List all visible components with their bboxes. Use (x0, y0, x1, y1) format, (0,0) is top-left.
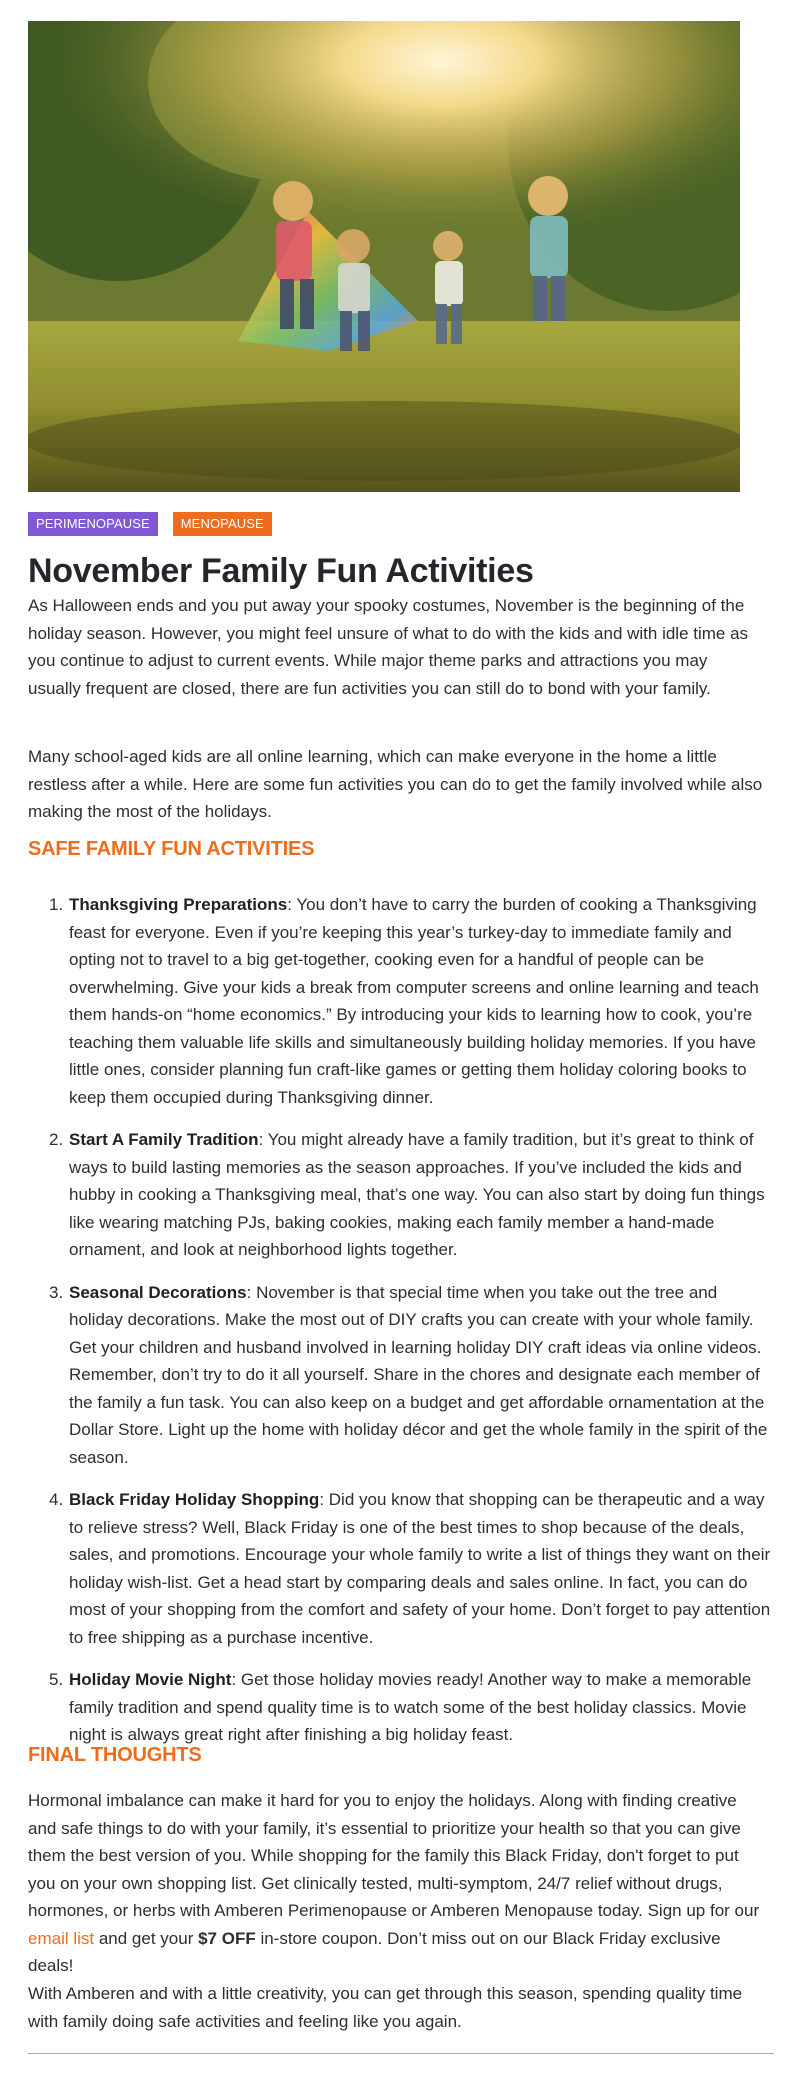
family-kite-photo-icon (28, 21, 740, 492)
activity-title: Holiday Movie Night (69, 1670, 232, 1689)
activity-title: Seasonal Decorations (69, 1282, 247, 1302)
list-item (28, 1279, 773, 1472)
tag-menopause[interactable]: MENOPAUSE (173, 512, 272, 536)
activity-text: : Get those holiday movies ready! Another way to make a memorable family tradition and spend quality time is to watch some of the best holiday classics. Movie night is always great right after finishing a big holiday feast. (69, 1670, 752, 1744)
final-thoughts-paragraph (28, 1787, 763, 1980)
hero-image (28, 21, 740, 492)
list-item (28, 891, 773, 1111)
activity-title: Thanksgiving Preparations (69, 895, 288, 914)
list-number: 5. (49, 1670, 64, 1689)
email-list-link[interactable]: email list (28, 1928, 95, 1948)
category-tags (28, 512, 272, 536)
activity-text: : Did you know that shopping can be therapeutic and a way to relieve stress? Well, Black Friday is one of the best times to shop because of the deals, sales, and promotions. Encourage your whole family to write a list of things they want on their holiday wish-list. Get a head start by comparing deals and sales online. In fact, you can do most of your shopping from the comfort and safety of your home. Don’t forget to pay attention to free shipping as a purchase incentive. (69, 1490, 771, 1647)
activities-list (28, 891, 773, 1764)
list-item (28, 1126, 773, 1264)
section-heading-final-thoughts: FINAL THOUGHTS (28, 1744, 202, 1766)
final-text-part: in-store coupon. Don’t miss out on our Black Friday exclusive deals! (28, 1928, 721, 1975)
section-heading-activities: SAFE FAMILY FUN ACTIVITIES (28, 838, 315, 860)
list-number: 2. (49, 1130, 64, 1149)
activity-text: : November is that special time when you take out the tree and holiday decorations. Make the most out of DIY crafts you can create with your whole family. Get your children and husband involved in learning holiday DIY craft ideas via online videos. Remember, don’t try to do it all yourself. Share in the chores and designate each member of the family a fun task. You can also keep on a budget and get affordable ornamentation at the Dollar Store. Light up the home with holiday décor and get the whole family in the spirit of the season. (69, 1282, 768, 1467)
page-title: November Family Fun Activities (28, 552, 534, 590)
final-text-part: and get your (94, 1928, 199, 1948)
coupon-amount: $7 OFF (198, 1928, 256, 1948)
final-text-part: Hormonal imbalance can make it hard for you to enjoy the holidays. Along with finding creative and safe things to do with your family, it’s essential to prioritize your health so that you can give them the best version of you. While shopping for the family this Black Friday, don't forget to put you on your own shopping list. Get clinically tested, multi-symptom, 24/7 relief without drugs, hormones, or herbs with Amberen Perimenopause or Amberen Menopause today. Sign up for our (28, 1791, 760, 1920)
activity-text: : You don’t have to carry the burden of cooking a Thanksgiving feast for everyone. Even if you’re keeping this year’s turkey-day to immediate family and opting not to travel to a big get-together, cooking even for a handful of people can be overwhelming. Give your kids a break from computer screens and online learning and teach them hands-on “home economics.” By introducing your kids to learning how to cook, you’re teaching them valuable life skills and simultaneously building holiday memories. If you have little ones, consider planning fun craft-like games or getting them holiday coloring books to keep them occupied during Thanksgiving dinner. (69, 895, 759, 1107)
activity-title: Start A Family Tradition (69, 1130, 259, 1149)
list-item (28, 1666, 773, 1749)
list-item (28, 1486, 773, 1651)
activity-title: Black Friday Holiday Shopping (69, 1490, 320, 1509)
tag-perimenopause[interactable]: PERIMENOPAUSE (28, 512, 158, 536)
list-number: 1. (49, 895, 64, 914)
activity-text: : You might already have a family tradition, but it’s great to think of ways to build lasting memories as the season approaches. If you’ve included the kids and hubby in cooking a Thanksgiving meal, that’s one way. You can also start by doing fun things like wearing matching PJs, baking cookies, making each family member a hand-made ornament, and look at neighborhood lights together. (69, 1130, 765, 1259)
intro-paragraph-1: As Halloween ends and you put away your spooky costumes, November is the beginning of the holiday season. However, you might feel unsure of what to do with the kids and with idle time as you continue to adjust to current events. While major theme parks and attractions you may usually frequent are closed, there are fun activities you can still do to bond with your family. (28, 596, 749, 698)
intro-paragraph-2: Many school-aged kids are all online learning, which can make everyone in the home a little restless after a while. Here are some fun activities you can do to get the family involved while also making the most of the holidays. (28, 747, 763, 821)
list-number: 3. (49, 1282, 64, 1302)
closing-paragraph: With Amberen and with a little creativity, you can get through this season, spending quality time with family doing safe activities and feeling like you again. (28, 1984, 743, 2031)
divider (28, 2053, 774, 2054)
list-number: 4. (49, 1490, 64, 1509)
